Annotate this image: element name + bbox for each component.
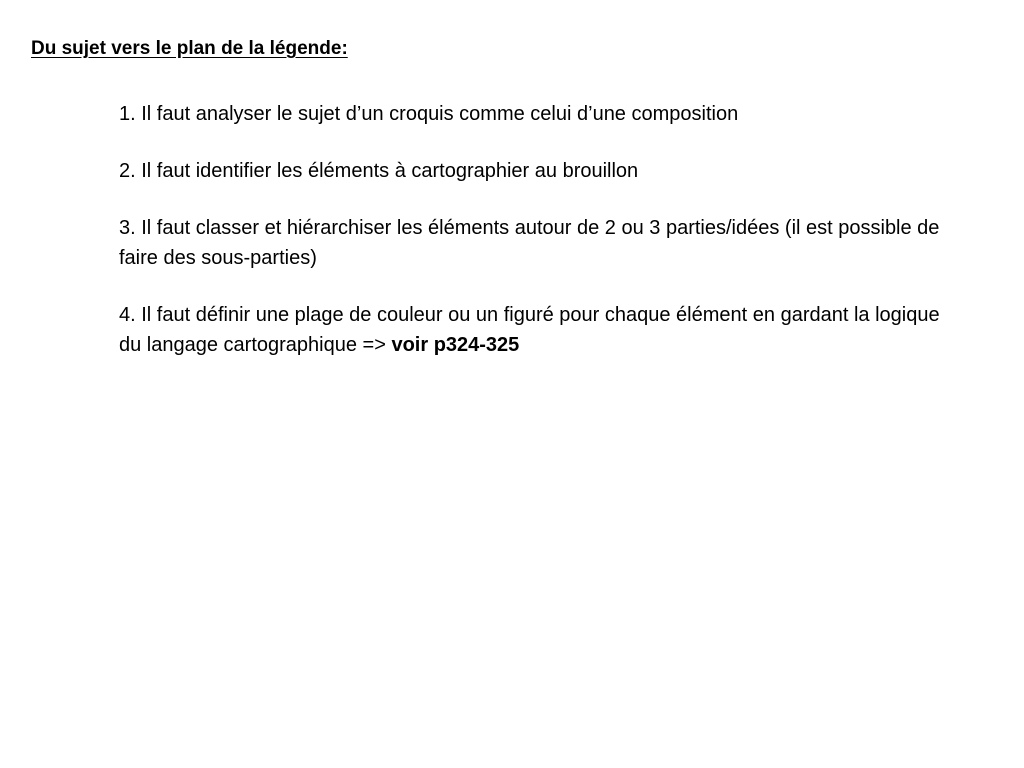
step-text: 4. Il faut définir une plage de couleur ou un figuré pour chaque élément en gardant la logique du langage cartographique => xyxy=(119,304,940,356)
steps-list xyxy=(119,99,949,387)
step-item xyxy=(119,213,949,273)
step-item xyxy=(119,300,949,360)
step-text: 1. Il faut analyser le sujet d’un croquis comme celui d’une composition xyxy=(119,103,739,125)
slide-title: Du sujet vers le plan de la légende: xyxy=(31,38,348,59)
step-text: 2. Il faut identifier les éléments à cartographier au brouillon xyxy=(119,160,639,182)
page-reference: voir p324-325 xyxy=(391,334,520,356)
step-item xyxy=(119,99,949,129)
step-item xyxy=(119,156,949,186)
step-text: 3. Il faut classer et hiérarchiser les éléments autour de 2 ou 3 parties/idées (il est possible de faire des sous-parties) xyxy=(119,217,940,269)
